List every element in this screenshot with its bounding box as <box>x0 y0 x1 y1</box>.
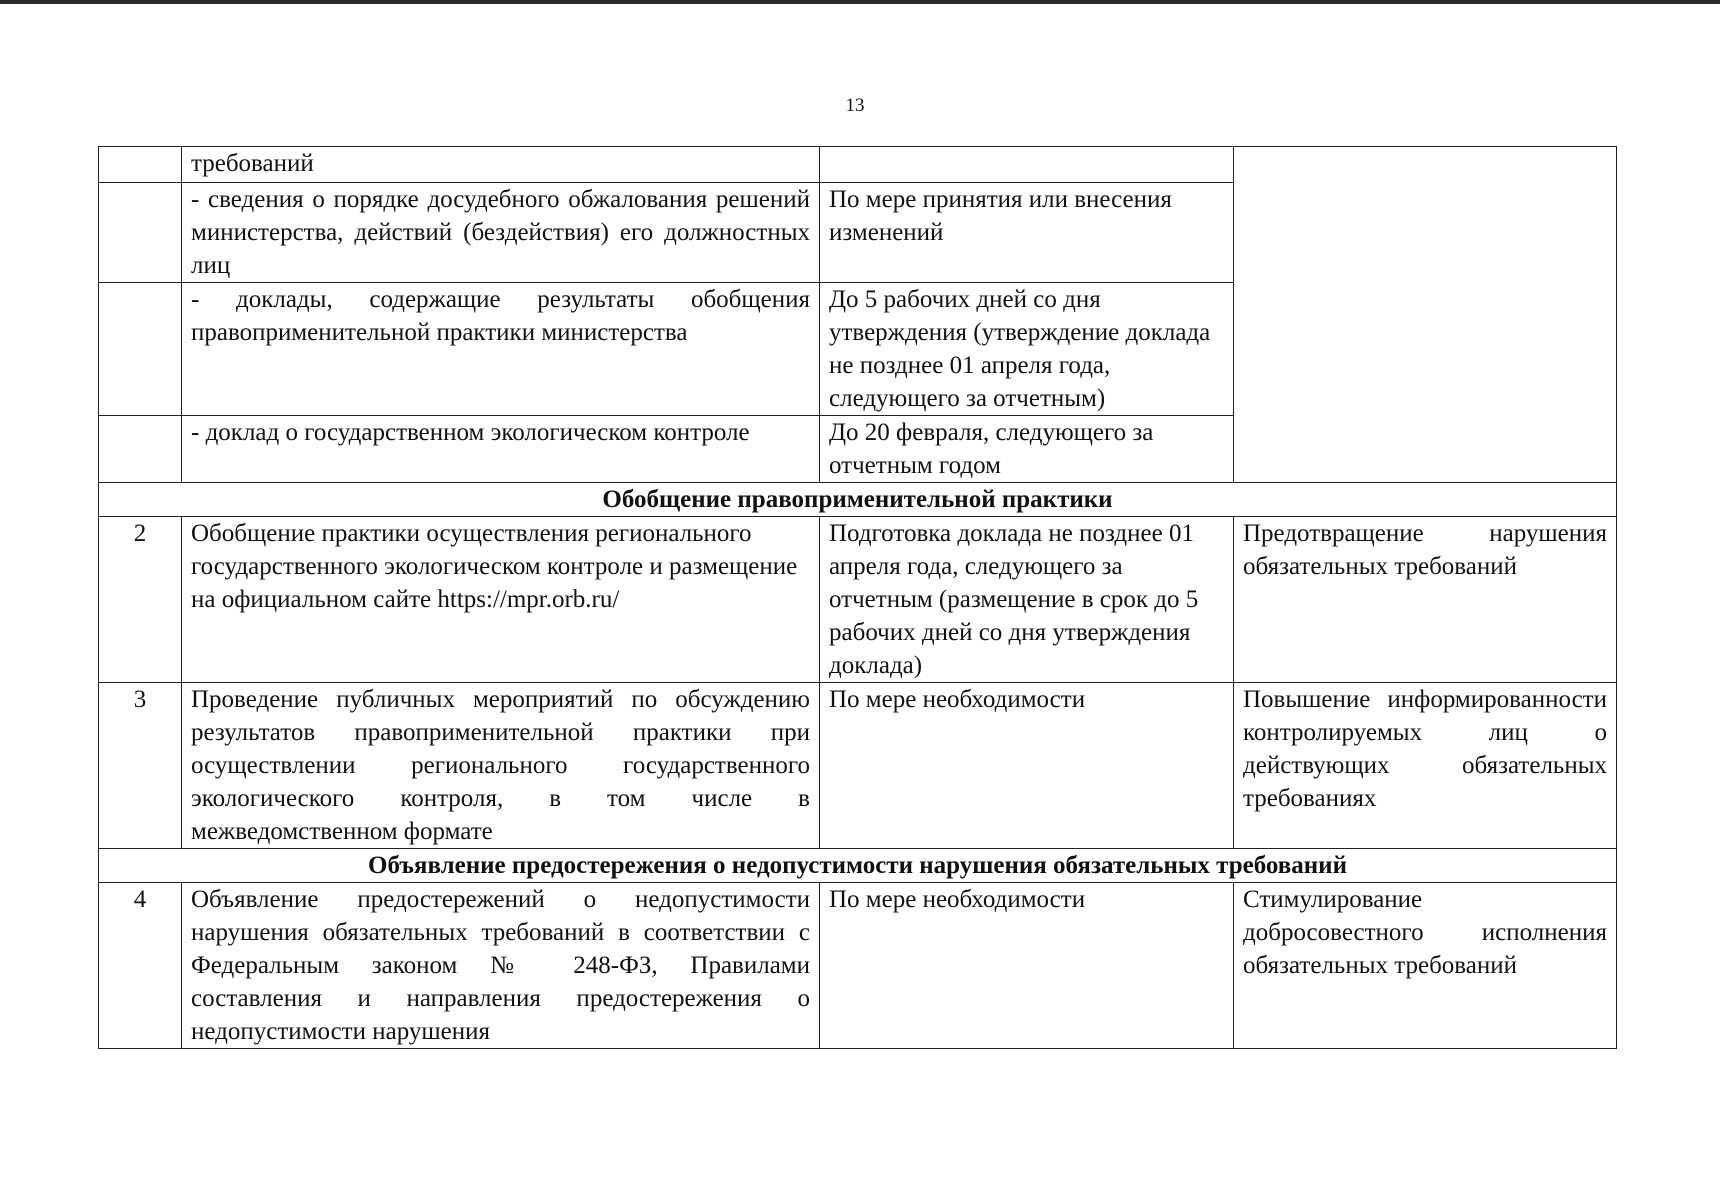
activity-cell: требований <box>182 147 820 183</box>
table-row <box>99 147 1617 183</box>
result-cell: Повышение информированности контролируемых лиц о действующих обязательных требованиях <box>1234 683 1617 849</box>
row-number-cell: 4 <box>99 883 182 1049</box>
row-number-cell <box>99 416 182 483</box>
result-cell <box>1234 147 1617 483</box>
deadline-cell: По мере необходимости <box>820 683 1234 849</box>
table-row <box>99 883 1617 1049</box>
deadline-cell <box>820 147 1234 183</box>
row-number-cell <box>99 183 182 283</box>
deadline-cell: По мере принятия или внесения изменений <box>820 183 1234 283</box>
row-number-cell: 2 <box>99 517 182 683</box>
prevention-plan-table <box>98 146 1617 1049</box>
section-header-row <box>99 849 1617 883</box>
row-number-cell <box>99 147 182 183</box>
deadline-cell: Подготовка доклада не позднее 01 апреля года, следующего за отчетным (размещение в срок до 5 рабочих дней со дня утверждения доклада) <box>820 517 1234 683</box>
activity-cell: - сведения о порядке досудебного обжалования решений министерства, действий (бездействия) его должностных лиц <box>182 183 820 283</box>
page-number: 13 <box>845 95 865 116</box>
section-header-row <box>99 483 1617 517</box>
scan-top-edge <box>0 0 1720 4</box>
activity-cell: - доклады, содержащие результаты обобщения правоприменительной практики министерства <box>182 283 820 416</box>
row-number-cell: 3 <box>99 683 182 849</box>
deadline-cell: По мере необходимости <box>820 883 1234 1049</box>
result-cell: Предотвращение нарушения обязательных требований <box>1234 517 1617 683</box>
section-title: Объявление предостережения о недопустимости нарушения обязательных требований <box>99 849 1617 883</box>
activity-cell: Проведение публичных мероприятий по обсуждению результатов правоприменительной практики при осуществлении регионального государственного экологического контроля, в том числе в межведомственном формате <box>182 683 820 849</box>
deadline-cell: До 20 февраля, следующего за отчетным годом <box>820 416 1234 483</box>
activity-cell: Объявление предостережений о недопустимости нарушения обязательных требований в соответствии с Федеральным законом № 248-ФЗ, Правилами составления и направления предостережения о недопустимости нарушения <box>182 883 820 1049</box>
activity-cell: Обобщение практики осуществления регионального государственного экологическом контроле и размещение на официальном сайте https://mpr.orb.ru/ <box>182 517 820 683</box>
row-number-cell <box>99 283 182 416</box>
result-cell: Стимулирование добросовестного исполнения обязательных требований <box>1234 883 1617 1049</box>
deadline-cell: До 5 рабочих дней со дня утверждения (утверждение доклада не позднее 01 апреля года, следующего за отчетным) <box>820 283 1234 416</box>
table-row <box>99 517 1617 683</box>
section-title: Обобщение правоприменительной практики <box>99 483 1617 517</box>
activity-cell: - доклад о государственном экологическом контроле <box>182 416 820 483</box>
table-row <box>99 683 1617 849</box>
